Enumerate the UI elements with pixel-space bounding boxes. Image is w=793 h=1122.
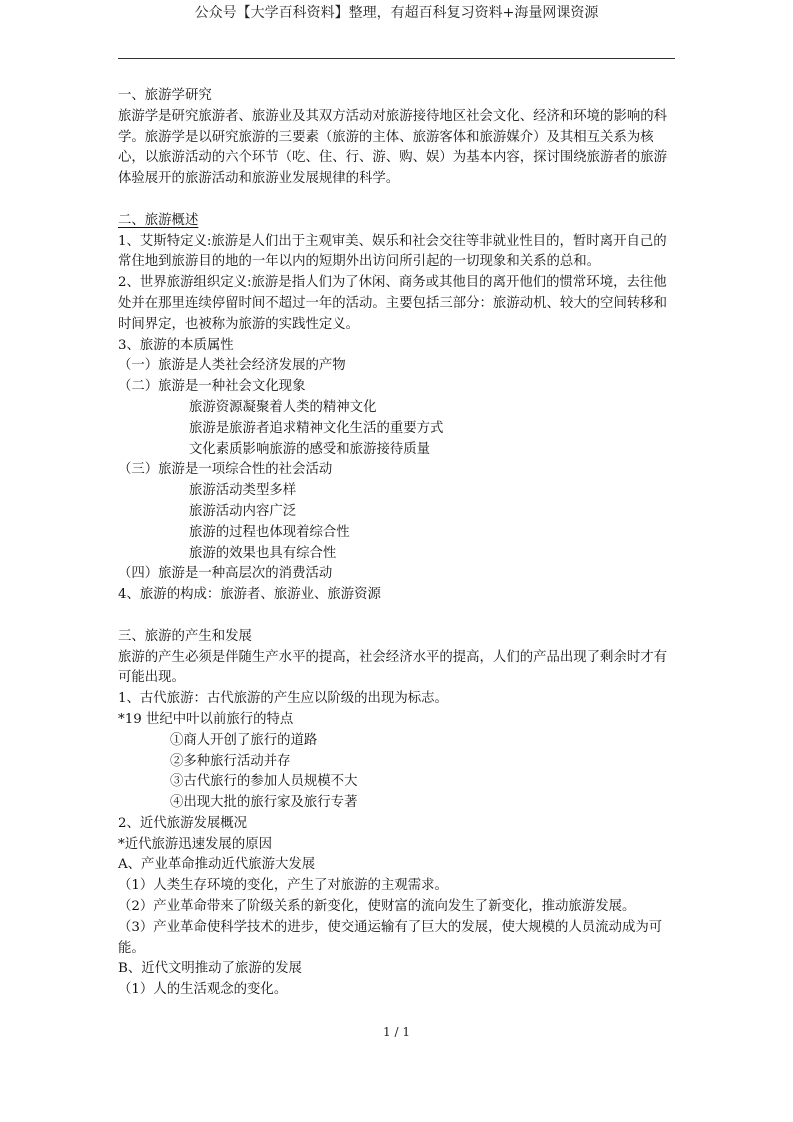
composition: 4、旅游的构成：旅游者、旅游业、旅游资源 <box>118 587 381 603</box>
modern-tourism: 2、近代旅游发展概况 <box>118 815 248 831</box>
list-item: 文化素质影响旅游的感受和旅游接待质量 <box>189 441 431 457</box>
section-3-intro: 旅游的产生必须是伴随生产水平的提高，社会经济水平的提高，人们的产品出现了剩余时才有可能出现。 <box>118 649 668 686</box>
list-item: ③古代旅行的参加人员规模不大 <box>170 774 358 790</box>
list-item: 旅游是旅游者追求精神文化生活的重要方式 <box>189 420 444 436</box>
section-2-heading: 二、旅游概述 <box>118 212 199 228</box>
attribute-4: （四）旅游是一种高层次的消费活动 <box>118 566 333 582</box>
section-1-paragraph: 旅游学是研究旅游者、旅游业及其双方活动对旅游接待地区社会文化、经济和环境的影响的科学。旅游学是以研究旅游的三要素（旅游的主体、旅游客体和旅游媒介）及其相互关系为核心，以旅游活动的六个环节（吃、住、行、游、购、娱）为基本内容，探讨围绕旅游者的旅游体验展开的旅游活动和旅游业发展规律的科学。 <box>118 108 668 187</box>
modern-subheading: *近代旅游迅速发展的原因 <box>118 836 272 852</box>
ancient-subheading: *19 世纪中叶以前旅行的特点 <box>118 711 294 727</box>
list-item: 旅游活动类型多样 <box>189 483 297 499</box>
page-number: 1 / 1 <box>383 1025 410 1039</box>
list-item: 旅游的过程也体现着综合性 <box>189 524 350 540</box>
document-body <box>118 86 678 1001</box>
list-item: 旅游的效果也具有综合性 <box>189 545 337 561</box>
spacer <box>118 606 678 627</box>
list-item: ②多种旅行活动并存 <box>170 753 291 769</box>
list-item: （1）人的生活观念的变化。 <box>118 982 288 998</box>
list-item: 旅游资源凝聚着人类的精神文化 <box>189 399 377 415</box>
section-3-heading: 三、旅游的产生和发展 <box>118 628 252 644</box>
attribute-3: （三）旅游是一项综合性的社会活动 <box>118 462 333 478</box>
attribute-2: （二）旅游是一种社会文化现象 <box>118 379 306 395</box>
list-item: （2）产业革命带来了阶级关系的新变化，使财富的流向发生了新变化，推动旅游发展。 <box>118 899 636 915</box>
definition-1: 1、艾斯特定义:旅游是人们出于主观审美、娱乐和社会交往等非就业性目的，暂时离开自己的常住地到旅游目的地的一年以内的短期外出访问所引起的一切现象和关系的总和。 <box>118 233 667 270</box>
list-item: ④出现大批的旅行家及旅行专著 <box>170 795 358 811</box>
attribute-title: 3、旅游的本质属性 <box>118 337 234 353</box>
definition-2: 2、世界旅游组织定义:旅游是指人们为了休闲、商务或其他目的离开他们的惯常环境，去往他处并在那里连续停留时间不超过一年的活动。主要包括三部分：旅游动机、较大的空间转移和时间界定，也被称为旅游的实践性定义。 <box>118 275 668 332</box>
cause-a: A、产业革命推动近代旅游大发展 <box>118 857 316 873</box>
cause-b: B、近代文明推动了旅游的发展 <box>118 961 302 977</box>
ancient-tourism: 1、古代旅游：古代旅游的产生应以阶级的出现为标志。 <box>118 691 448 707</box>
list-item: （1）人类生存环境的变化，产生了对旅游的主观需求。 <box>118 878 448 894</box>
header-rule <box>118 58 675 59</box>
page-header: 公众号【大学百科资料】整理，有超百科复习资料+海量网课资源 <box>194 5 599 21</box>
spacer <box>118 190 678 211</box>
section-1-heading: 一、旅游学研究 <box>118 88 212 103</box>
list-item: 旅游活动内容广泛 <box>189 503 297 519</box>
list-item: （3）产业革命使科学技术的进步，使交通运输有了巨大的发展，使大规模的人员流动成为可能。 <box>118 919 663 956</box>
attribute-1: （一）旅游是人类社会经济发展的产物 <box>118 358 346 374</box>
list-item: ①商人开创了旅行的道路 <box>170 732 318 748</box>
